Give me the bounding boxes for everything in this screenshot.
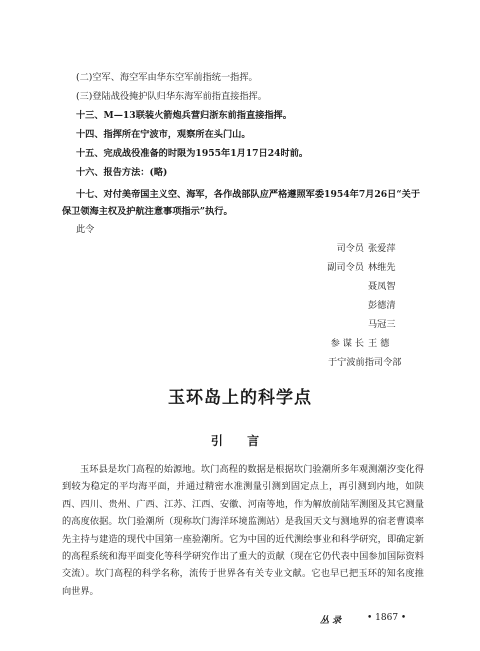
signature-row: 司令员 张爱萍: [336, 243, 396, 254]
section-subtitle: 引 言: [210, 434, 270, 448]
page-number: • 1867 •: [367, 613, 407, 623]
signature-row: 副司令员 林维先: [327, 262, 396, 273]
signature-row: 马冠三: [368, 319, 396, 330]
text-line-3: 十三、M—13联装火箭炮兵营归浙东前指直接指挥。: [76, 110, 292, 121]
text-line-2: (三)登陆战役掩护队归华东海军前指直接指挥。: [76, 91, 267, 102]
signature-row: 于宁波前指司令部: [328, 357, 402, 368]
text-line-8: 此令: [76, 224, 95, 235]
text-line-4: 十四、指挥所在宁波市，观察所在头门山。: [76, 129, 251, 140]
signature-row: 聂凤智: [368, 281, 396, 292]
text-line-5: 十五、完成战役准备的时限为1955年1月17日24时前。: [76, 148, 309, 159]
footer-mark: 丛 录: [320, 616, 342, 626]
section-title: 玉环岛上的科学点: [168, 388, 312, 408]
text-line-7: 十七、对付美帝国主义空、海军，各作战部队应严格遵照军委1954年7月26日“关于保卫领海主权及护航注意事项指示”执行。: [62, 189, 421, 217]
body-paragraph: 玉环县是坎门高程的始源地。坎门高程的数据是根据坎门验潮所多年观测潮汐变化得到较为稳定的平均海平面，并通过精密水准测量引测到固定点上，再引测到内地，如陕西、四川、贵州、广西、江苏、江西、安徽、河南等地，作为解放前陆军测图及其它测量的高度依据。坎门验潮所（现称坎门海洋环境监测站）是我国天文与测地界的宿老曹谟率先主持与建造的现代中国第一座验潮所。它为中国的近代测绘事业和科学研究，即确定新的高程系统和海平面变化等科学研究作出了重大的贡献（现在它仍代表中国参加国际资料交流）。坎门高程的科学名称，流传于世界各有关专业文献。它也早已把玉环的知名度推向世界。: [62, 464, 424, 597]
text-line-6: 十六、报告方法：(略): [76, 167, 168, 178]
text-line-1: (二)空军、海空军由华东空军前指统一指挥。: [76, 72, 258, 83]
signature-row: 彭德清: [368, 300, 396, 311]
signature-row: 参 谋 长 王 德: [330, 338, 390, 349]
